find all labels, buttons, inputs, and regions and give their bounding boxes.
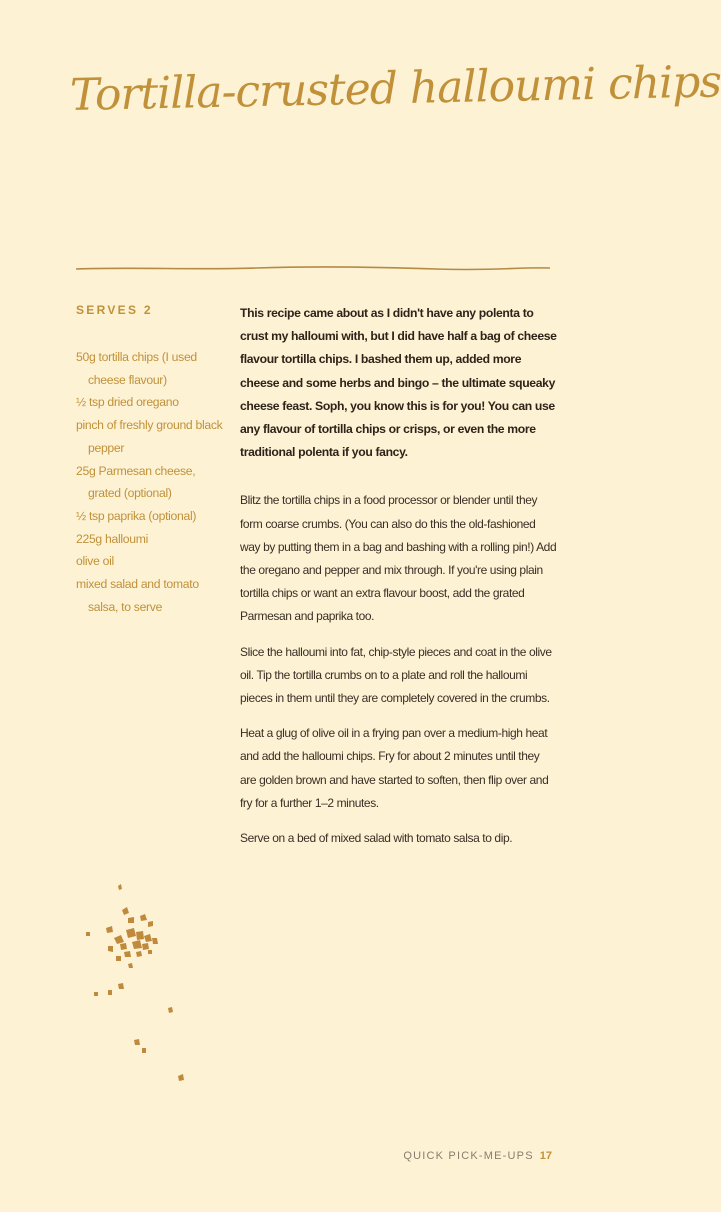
- ingredient-item: ½ tsp paprika (optional): [76, 508, 197, 523]
- recipe-body: [240, 302, 558, 862]
- ingredient-item: mixed salad and tomato salsa, to serve: [76, 577, 199, 614]
- page-footer: [403, 1150, 552, 1162]
- recipe-title: Tortilla-crusted halloumi chips: [69, 56, 721, 121]
- ingredient-item: olive oil: [76, 554, 114, 569]
- ingredient-item: 25g Parmesan cheese, grated (optional): [76, 463, 196, 501]
- ingredient-item: 225g halloumi: [76, 531, 148, 546]
- method-step: Slice the halloumi into fat, chip-style pieces and coat in the olive oil. Tip the tortilla crumbs on to a plate and roll the halloumi pieces in them until they are completely covered in the crumbs.: [240, 644, 552, 706]
- divider-rule: [76, 262, 550, 274]
- method-step: Heat a glug of olive oil in a frying pan over a medium-high heat and add the halloumi chips. Fry for about 2 minutes until they are golden brown and have started to soften, then flip over and fry for a further 1–2 minutes.: [240, 726, 549, 810]
- ingredient-item: ½ tsp dried oregano: [76, 395, 179, 410]
- ingredient-item: 50g tortilla chips (I used cheese flavour): [76, 350, 197, 387]
- page-number: 17: [539, 1150, 552, 1162]
- method-step: Blitz the tortilla chips in a food processor or blender until they form coarse crumbs. (You can also do this the old-fashioned way by putting them in a bag and bashing with a rolling pin!) Add the oregano and pepper and mix through. If you're using plain tortilla chips or want an extra flavour boost, add the grated Parmesan and paprika too.: [240, 493, 557, 624]
- method-step: Serve on a bed of mixed salad with tomato salsa to dip.: [240, 831, 513, 846]
- ingredients-list: [76, 346, 226, 618]
- crumbs-illustration: [78, 880, 198, 1090]
- section-name: QUICK PICK-ME-UPS: [403, 1150, 534, 1162]
- ingredient-item: pinch of freshly ground black pepper: [76, 418, 223, 455]
- recipe-intro: This recipe came about as I didn't have any polenta to crust my halloumi with, but I did have half a bag of cheese flavour tortilla chips. I bashed them up, added more cheese and some herbs and bingo – the ultimate squeaky cheese feast. Soph, you know this is for you! You can use any flavour of tortilla chips or crisps, or even the more traditional polenta if you fancy.: [240, 306, 557, 460]
- serves-label: SERVES 2: [76, 303, 153, 317]
